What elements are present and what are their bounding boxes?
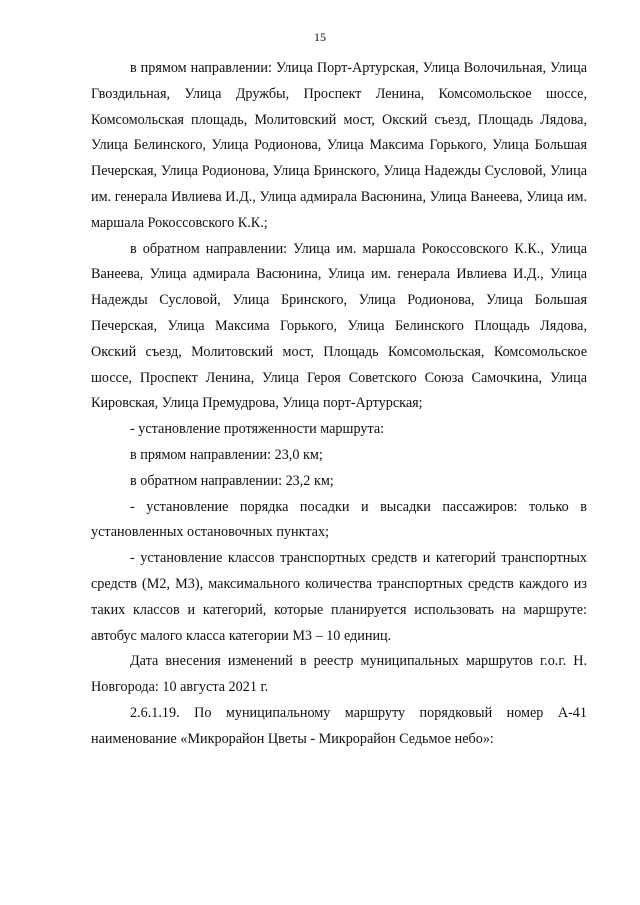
paragraph-length-forward: в прямом направлении: 23,0 км;	[130, 446, 323, 463]
document-body	[91, 56, 587, 753]
paragraph-registry-date: Дата внесения изменений в реестр муниципальных маршрутов г.о.г. Н. Новгорода: 10 августа 2021 г.	[91, 653, 587, 696]
paragraph-length-reverse: в обратном направлении: 23,2 км;	[130, 472, 334, 489]
paragraph-forward-route: в прямом направлении: Улица Порт-Артурская, Улица Волочильная, Улица Гвоздильная, Улица Дружбы, Проспект Ленина, Комсомольское шоссе, Комсомольская площадь, Молитовский мост, Окский съезд, Площадь Лядова, Улица Белинского, Улица Родионова, Улица Максима Горького, Улица Большая Печерская, Улица Родионова, Улица Бринского, Улица Надежды Сусловой, Улица им. генерала Ивлиева И.Д., Улица адмирала Васюнина, Улица Ванеева, Улица им. маршала Рокоссовского К.К.;	[91, 60, 587, 231]
paragraph-route-a41: 2.6.1.19. По муниципальному маршруту порядковый номер А-41 наименование «Микрорайон Цветы - Микрорайон Седьмое небо»:	[91, 704, 587, 747]
paragraph-route-length-heading: - установление протяженности маршрута:	[130, 421, 385, 438]
paragraph-reverse-route: в обратном направлении: Улица им. маршала Рокоссовского К.К., Улица Ванеева, Улица адмирала Васюнина, Улица им. генерала Ивлиева И.Д., Улица Надежды Сусловой, Улица Бринского, Улица Родионова, Улица Большая Печерская, Улица Максима Горького, Улица Белинского Площадь Лядова, Окский съезд, Молитовский мост, Площадь Комсомольская, Комсомольское шоссе, Проспект Ленина, Улица Героя Советского Союза Самочкина, Улица Кировская, Улица Премудрова, Улица порт-Артурская;	[91, 240, 587, 412]
page-number: 15	[314, 30, 326, 44]
paragraph-vehicle-classes: - установление классов транспортных средств и категорий транспортных средств (М2, М3), максимального количества транспортных средств каждого из таких классов и категорий, которые планируется использовать на маршруте: автобус малого класса категории М3 – 10 единиц.	[91, 550, 587, 644]
paragraph-boarding-order: - установление порядка посадки и высадки пассажиров: только в установленных остановочных пунктах;	[91, 498, 587, 541]
